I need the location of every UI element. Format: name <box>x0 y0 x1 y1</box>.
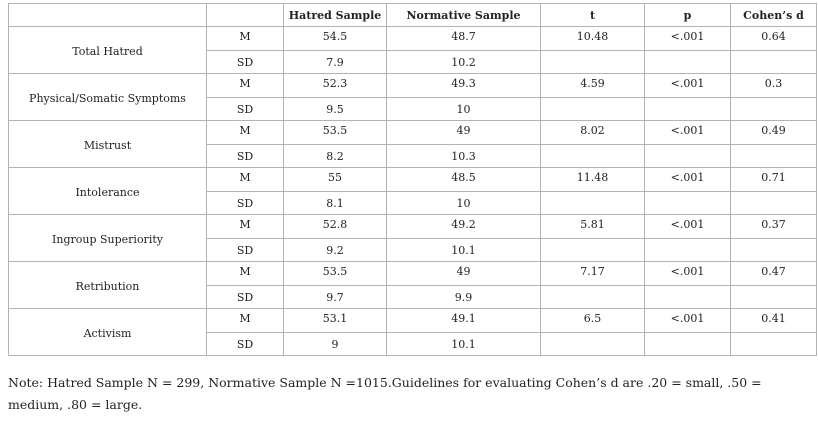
header-p: p <box>645 4 731 27</box>
p-value: <.001 <box>645 27 731 51</box>
hatred-sd: 9.5 <box>284 98 387 121</box>
hatred-sd: 7.9 <box>284 51 387 74</box>
empty-cell <box>645 51 731 74</box>
stat-label-sd: SD <box>207 51 284 74</box>
header-cell-scale <box>9 4 207 27</box>
normative-mean: 48.7 <box>387 27 541 51</box>
table-row-mean <box>9 262 817 286</box>
empty-cell <box>645 333 731 356</box>
empty-cell <box>541 192 645 215</box>
t-value: 4.59 <box>541 74 645 98</box>
table-note: Note: Hatred Sample N = 299, Normative Sample N =1015.Guidelines for evaluating Cohen’s d are .20 = small, .50 = medium, .80 = large. <box>8 375 762 412</box>
cohens-d-value: 0.37 <box>731 215 817 239</box>
header-hatred-sample: Hatred Sample <box>284 4 387 27</box>
empty-cell <box>541 286 645 309</box>
table-row-mean <box>9 168 817 192</box>
cohens-d-value: 0.49 <box>731 121 817 145</box>
stat-label-sd: SD <box>207 145 284 168</box>
empty-cell <box>731 51 817 74</box>
scale-name: Activism <box>9 309 207 356</box>
stat-label-m: M <box>207 27 284 51</box>
scale-name: Physical/Somatic Symptoms <box>9 74 207 121</box>
hatred-sd: 9 <box>284 333 387 356</box>
stat-label-sd: SD <box>207 239 284 262</box>
normative-mean: 49.1 <box>387 309 541 333</box>
stat-label-sd: SD <box>207 98 284 121</box>
scale-name: Total Hatred <box>9 27 207 74</box>
empty-cell <box>645 286 731 309</box>
scale-name: Retribution <box>9 262 207 309</box>
normative-sd: 10.1 <box>387 333 541 356</box>
p-value: <.001 <box>645 215 731 239</box>
cohens-d-value: 0.71 <box>731 168 817 192</box>
normative-sd: 10.2 <box>387 51 541 74</box>
hatred-mean: 53.5 <box>284 121 387 145</box>
stat-label-sd: SD <box>207 192 284 215</box>
t-value: 11.48 <box>541 168 645 192</box>
normative-sd: 10.3 <box>387 145 541 168</box>
hatred-sd: 8.2 <box>284 145 387 168</box>
hatred-sd: 9.7 <box>284 286 387 309</box>
empty-cell <box>731 192 817 215</box>
scale-name: Intolerance <box>9 168 207 215</box>
empty-cell <box>645 145 731 168</box>
t-value: 8.02 <box>541 121 645 145</box>
empty-cell <box>731 286 817 309</box>
cohens-d-value: 0.64 <box>731 27 817 51</box>
hatred-sd: 9.2 <box>284 239 387 262</box>
normative-sd: 10 <box>387 192 541 215</box>
t-value: 10.48 <box>541 27 645 51</box>
hatred-mean: 53.1 <box>284 309 387 333</box>
empty-cell <box>541 98 645 121</box>
header-cell-stat <box>207 4 284 27</box>
stat-label-m: M <box>207 121 284 145</box>
normative-sd: 9.9 <box>387 286 541 309</box>
p-value: <.001 <box>645 74 731 98</box>
table-row-mean <box>9 74 817 98</box>
empty-cell <box>541 51 645 74</box>
header-row <box>9 4 817 27</box>
empty-cell <box>731 145 817 168</box>
t-value: 6.5 <box>541 309 645 333</box>
results-table <box>8 3 817 356</box>
normative-mean: 49 <box>387 262 541 286</box>
p-value: <.001 <box>645 121 731 145</box>
p-value: <.001 <box>645 168 731 192</box>
stat-label-m: M <box>207 309 284 333</box>
empty-cell <box>731 239 817 262</box>
scale-name: Ingroup Superiority <box>9 215 207 262</box>
header-cohens-d: Cohen’s d <box>731 4 817 27</box>
hatred-mean: 52.3 <box>284 74 387 98</box>
t-value: 7.17 <box>541 262 645 286</box>
stat-label-sd: SD <box>207 286 284 309</box>
empty-cell <box>645 192 731 215</box>
header-normative-sample: Normative Sample <box>387 4 541 27</box>
normative-mean: 48.5 <box>387 168 541 192</box>
normative-mean: 49.3 <box>387 74 541 98</box>
empty-cell <box>731 98 817 121</box>
normative-sd: 10 <box>387 98 541 121</box>
empty-cell <box>541 333 645 356</box>
table-row-mean <box>9 27 817 51</box>
hatred-sd: 8.1 <box>284 192 387 215</box>
normative-sd: 10.1 <box>387 239 541 262</box>
table-row-mean <box>9 215 817 239</box>
hatred-mean: 55 <box>284 168 387 192</box>
stat-label-m: M <box>207 168 284 192</box>
stat-label-m: M <box>207 262 284 286</box>
hatred-mean: 53.5 <box>284 262 387 286</box>
stat-label-m: M <box>207 215 284 239</box>
header-t: t <box>541 4 645 27</box>
normative-mean: 49.2 <box>387 215 541 239</box>
empty-cell <box>541 145 645 168</box>
empty-cell <box>645 98 731 121</box>
empty-cell <box>541 239 645 262</box>
empty-cell <box>731 333 817 356</box>
p-value: <.001 <box>645 262 731 286</box>
normative-mean: 49 <box>387 121 541 145</box>
table-row-mean <box>9 309 817 333</box>
cohens-d-value: 0.41 <box>731 309 817 333</box>
t-value: 5.81 <box>541 215 645 239</box>
empty-cell <box>645 239 731 262</box>
scale-name: Mistrust <box>9 121 207 168</box>
table-row-mean <box>9 121 817 145</box>
hatred-mean: 54.5 <box>284 27 387 51</box>
stat-label-m: M <box>207 74 284 98</box>
cohens-d-value: 0.47 <box>731 262 817 286</box>
cohens-d-value: 0.3 <box>731 74 817 98</box>
p-value: <.001 <box>645 309 731 333</box>
stat-label-sd: SD <box>207 333 284 356</box>
hatred-mean: 52.8 <box>284 215 387 239</box>
